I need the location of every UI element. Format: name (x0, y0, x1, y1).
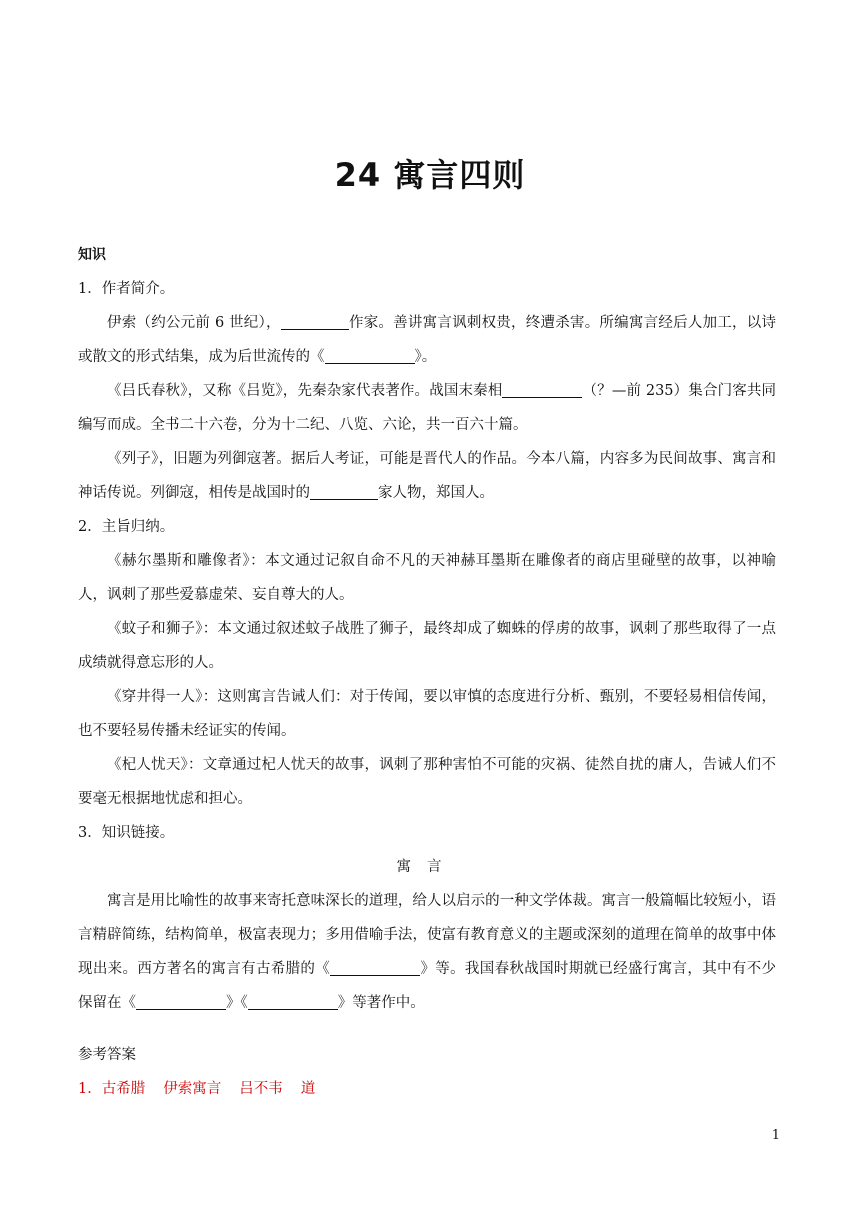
fill-blank (136, 995, 226, 1011)
answer-item: 1．古希腊 (78, 1081, 146, 1097)
paragraph-liezi (78, 442, 776, 510)
text-run: 家人物，郑国人。 (378, 485, 494, 501)
text-run: 《吕氏春秋》，又称《吕览》，先秦杂家代表著作。战国末秦相 (107, 383, 503, 399)
fill-blank (248, 995, 338, 1011)
text-run: 作家。善讲寓言讽刺权贵，终遭杀害。所编寓言经后人加工，以诗或散文的形式结集，成为后世流传的《 (78, 315, 776, 365)
text-run: 伊索（约公元前 6 世纪）， (107, 315, 281, 331)
fill-blank (330, 961, 420, 977)
text-run: 《列子》，旧题为列御寇著。据后人考证，可能是晋代人的作品。今本八篇，内容多为民间故事、寓言和神话传说。列御寇，相传是战国时的 (78, 451, 776, 501)
text-run: （？—前 235）集合门客共同编写而成。全书二十六卷，分为十二纪、八览、六论，共一百六十篇。 (78, 383, 776, 433)
paragraph-fable-definition (78, 884, 776, 1020)
item-knowledge-link: 3．知识链接。 (78, 825, 175, 841)
fill-blank (281, 315, 349, 331)
answer-item: 道 (300, 1081, 316, 1097)
answer-item: 吕不韦 (239, 1081, 283, 1097)
item-author-intro: 1．作者简介。 (78, 281, 175, 297)
paragraph-hermes: 《赫尔墨斯和雕像者》：本文通过记叙自命不凡的天神赫耳墨斯在雕像者的商店里碰壁的故事，以神喻人，讽刺了那些爱慕虚荣、妄自尊大的人。 (78, 553, 776, 603)
page-number: 1 (771, 1128, 780, 1143)
paragraph-mosquito-lion: 《蚊子和狮子》：本文通过叙述蚊子战胜了狮子，最终却成了蜘蛛的俘虏的故事，讽刺了那些取得了一点成绩就得意忘形的人。 (78, 621, 776, 671)
paragraph-aesop (78, 306, 776, 374)
paragraph-lushi-chunqiu (78, 374, 776, 442)
item-main-idea: 2．主旨归纳。 (78, 519, 175, 535)
paragraph-well-digging: 《穿井得一人》：这则寓言告诫人们：对于传闻，要以审慎的态度进行分析、甄别，不要轻易相信传闻，也不要轻易传播未经证实的传闻。 (78, 689, 776, 739)
text-run: 》等。我国春秋战国时期就已经盛行寓言，其中有不少保留在《 (78, 961, 777, 1011)
text-run: 》。 (414, 349, 437, 365)
fill-blank (502, 383, 582, 399)
paragraph-qi-worries: 《杞人忧天》：文章通过杞人忧天的故事，讽刺了那种害怕不可能的灾祸、徒然自扰的庸人，告诫人们不要毫无根据地忧虑和担心。 (78, 757, 776, 807)
text-run: 》《 (226, 995, 248, 1011)
subheading-fable: 寓言 (396, 859, 458, 875)
answers-label: 参考答案 (78, 1047, 136, 1063)
section-label-knowledge: 知识 (78, 247, 106, 263)
fill-blank (325, 349, 415, 365)
document-body (78, 238, 776, 1106)
text-run: 》等著作中。 (337, 995, 425, 1011)
answer-item: 伊索寓言 (163, 1081, 222, 1097)
answer-line (78, 1072, 776, 1106)
fill-blank (310, 485, 378, 501)
page-title: 24 寓言四则 (334, 156, 526, 194)
text-run: 寓言是用比喻性的故事来寄托意味深长的道理，给人以启示的一种文学体裁。寓言一般篇幅比较短小，语言精辟简练，结构简单，极富表现力；多用借喻手法，使富有教育意义的主题或深刻的道理在简单的故事中体现出来。西方著名的寓言有古希腊的《 (78, 893, 776, 977)
